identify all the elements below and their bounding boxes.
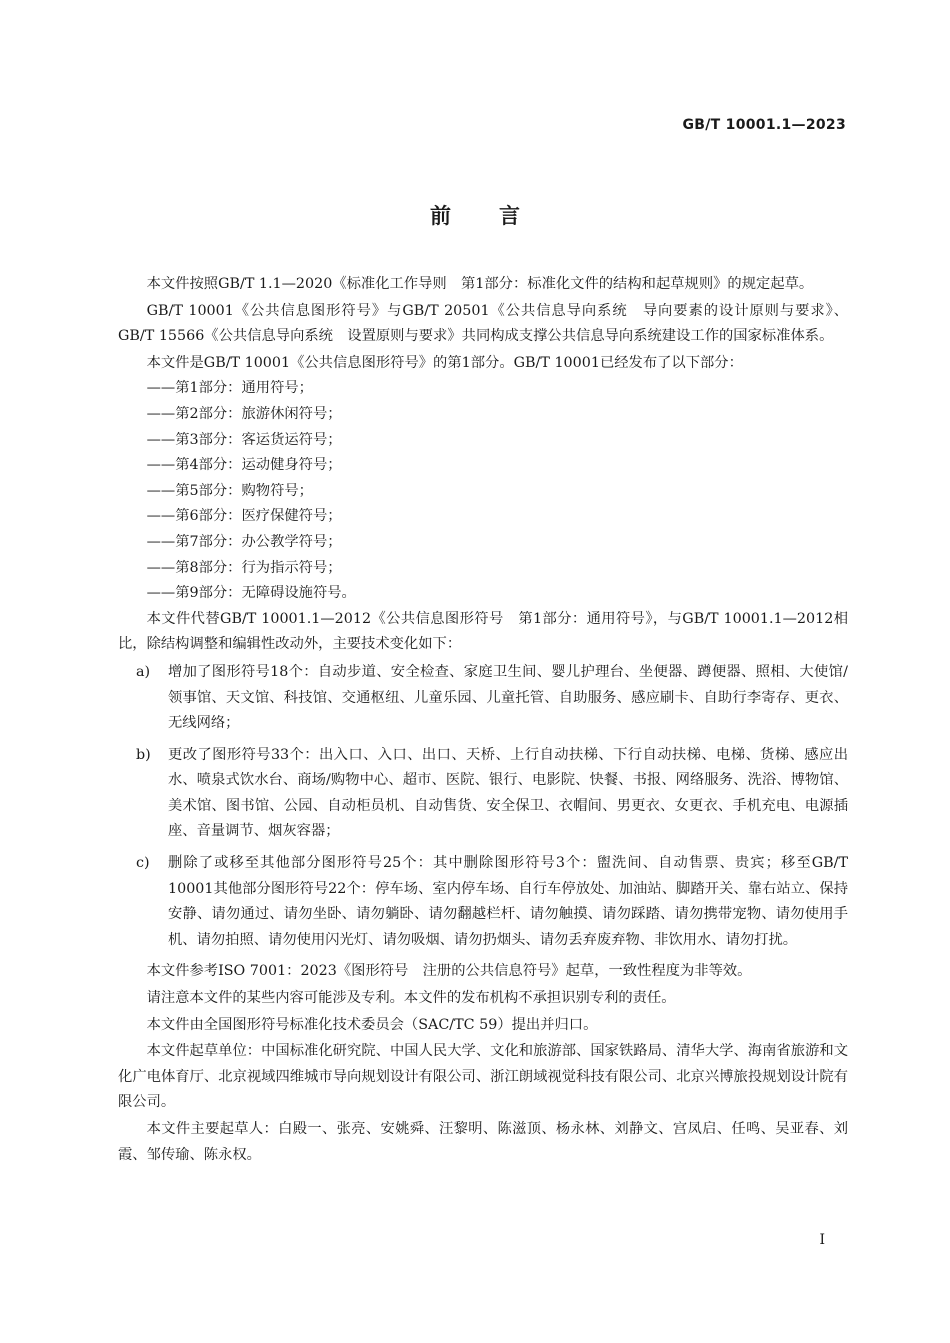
paragraph-standard-system: GB/T 10001《公共信息图形符号》与GB/T 20501《公共信息导向系统 导向要素的设计原则与要求》、GB/T 15566《公共信息导向系统 设置原则与要求》共同构成支撑公共信息导向系统建设工作的国家标准体系。 (118, 302, 848, 345)
change-item-c (118, 851, 848, 953)
paragraph-patent-notice: 请注意本文件的某些内容可能涉及专利。本文件的发布机构不承担识别专利的责任。 (146, 990, 676, 1007)
list-item-part-4: ——第4部分：运动健身符号； (146, 457, 342, 474)
change-marker: b) (136, 746, 151, 763)
paragraph-committee: 本文件由全国图形符号标准化技术委员会（SAC/TC 59）提出并归口。 (146, 1016, 598, 1033)
paragraph-drafters: 本文件主要起草人：白殿一、张亮、安姚舜、汪黎明、陈滋顶、杨永林、刘静文、宫凤启、任鸣、吴亚春、刘霞、邹传瑜、陈永权。 (118, 1121, 848, 1163)
page-title: 前言 (430, 204, 568, 228)
list-item-part-3: ——第3部分：客运货运符号； (146, 431, 342, 448)
change-item-b (118, 743, 848, 845)
change-item-a (118, 660, 848, 737)
paragraph-replaces: 本文件代替GB/T 10001.1—2012《公共信息图形符号 第1部分：通用符号》，与GB/T 10001.1—2012相比，除结构调整和编辑性改动外，主要技术变化如下： (118, 610, 848, 653)
paragraph-iso-reference: 本文件参考ISO 7001：2023《图形符号 注册的公共信息符号》起草，一致性程度为非等效。 (146, 963, 752, 980)
list-item-part-2: ——第2部分：旅游休闲符号； (146, 405, 342, 422)
change-marker: c) (136, 855, 150, 872)
paragraph-drafting-rules: 本文件按照GB/T 1.1—2020《标准化工作导则 第1部分：标准化文件的结构和起草规则》的规定起草。 (146, 276, 814, 292)
list-item-part-7: ——第7部分：办公教学符号； (146, 533, 342, 550)
change-text: 增加了图形符号18个：自动步道、安全检查、家庭卫生间、婴儿护理台、坐便器、蹲便器、照相、大使馆/领事馆、天文馆、科技馆、交通枢纽、儿童乐园、儿童托管、自助服务、感应刷卡、自助行李寄存、更衣、无线网络； (168, 663, 848, 732)
list-item-part-8: ——第8部分：行为指示符号； (146, 559, 342, 576)
list-item-part-5: ——第5部分：购物符号； (146, 482, 313, 499)
list-item-part-9: ——第9部分：无障碍设施符号。 (146, 585, 356, 602)
foreword-body (118, 272, 848, 1168)
change-text: 更改了图形符号33个：出入口、入口、出口、天桥、上行自动扶梯、下行自动扶梯、电梯、货梯、感应出水、喷泉式饮水台、商场/购物中心、超市、医院、银行、电影院、快餐、书报、网络服务、洗浴、博物馆、美术馆、图书馆、公园、自动柜员机、自动售货、安全保卫、衣帽间、男更衣、女更衣、手机充电、电源插座、音量调节、烟灰容器； (168, 746, 848, 840)
list-item-part-6: ——第6部分：医疗保健符号； (146, 508, 342, 525)
page-number: I (819, 1232, 825, 1248)
list-item-part-1: ——第1部分：通用符号； (146, 380, 313, 397)
standard-code: GB/T 10001.1—2023 (682, 117, 846, 133)
paragraph-part-of-series: 本文件是GB/T 10001《公共信息图形符号》的第1部分。GB/T 10001已经发布了以下部分： (146, 354, 743, 371)
paragraph-drafting-units: 本文件起草单位：中国标准化研究院、中国人民大学、文化和旅游部、国家铁路局、清华大学、海南省旅游和文化广电体育厅、北京视域四维城市导向规划设计有限公司、浙江朗域视觉科技有限公司、北京兴博旅投规划设计院有限公司。 (118, 1043, 848, 1111)
change-marker: a) (136, 663, 151, 680)
change-text: 删除了或移至其他部分图形符号25个：其中删除图形符号3个：盥洗间、自动售票、贵宾；移至GB/T 10001其他部分图形符号22个：停车场、室内停车场、自行车停放处、加油站、脚踏开关、靠右站立、保持安静、请勿通过、请勿坐卧、请勿躺卧、请勿翻越栏杆、请勿触摸、请勿踩踏、请勿携带宠物、请勿使用手机、请勿拍照、请勿使用闪光灯、请勿吸烟、请勿扔烟头、请勿丢弃废弃物、非饮用水、请勿打扰。 (168, 855, 848, 948)
